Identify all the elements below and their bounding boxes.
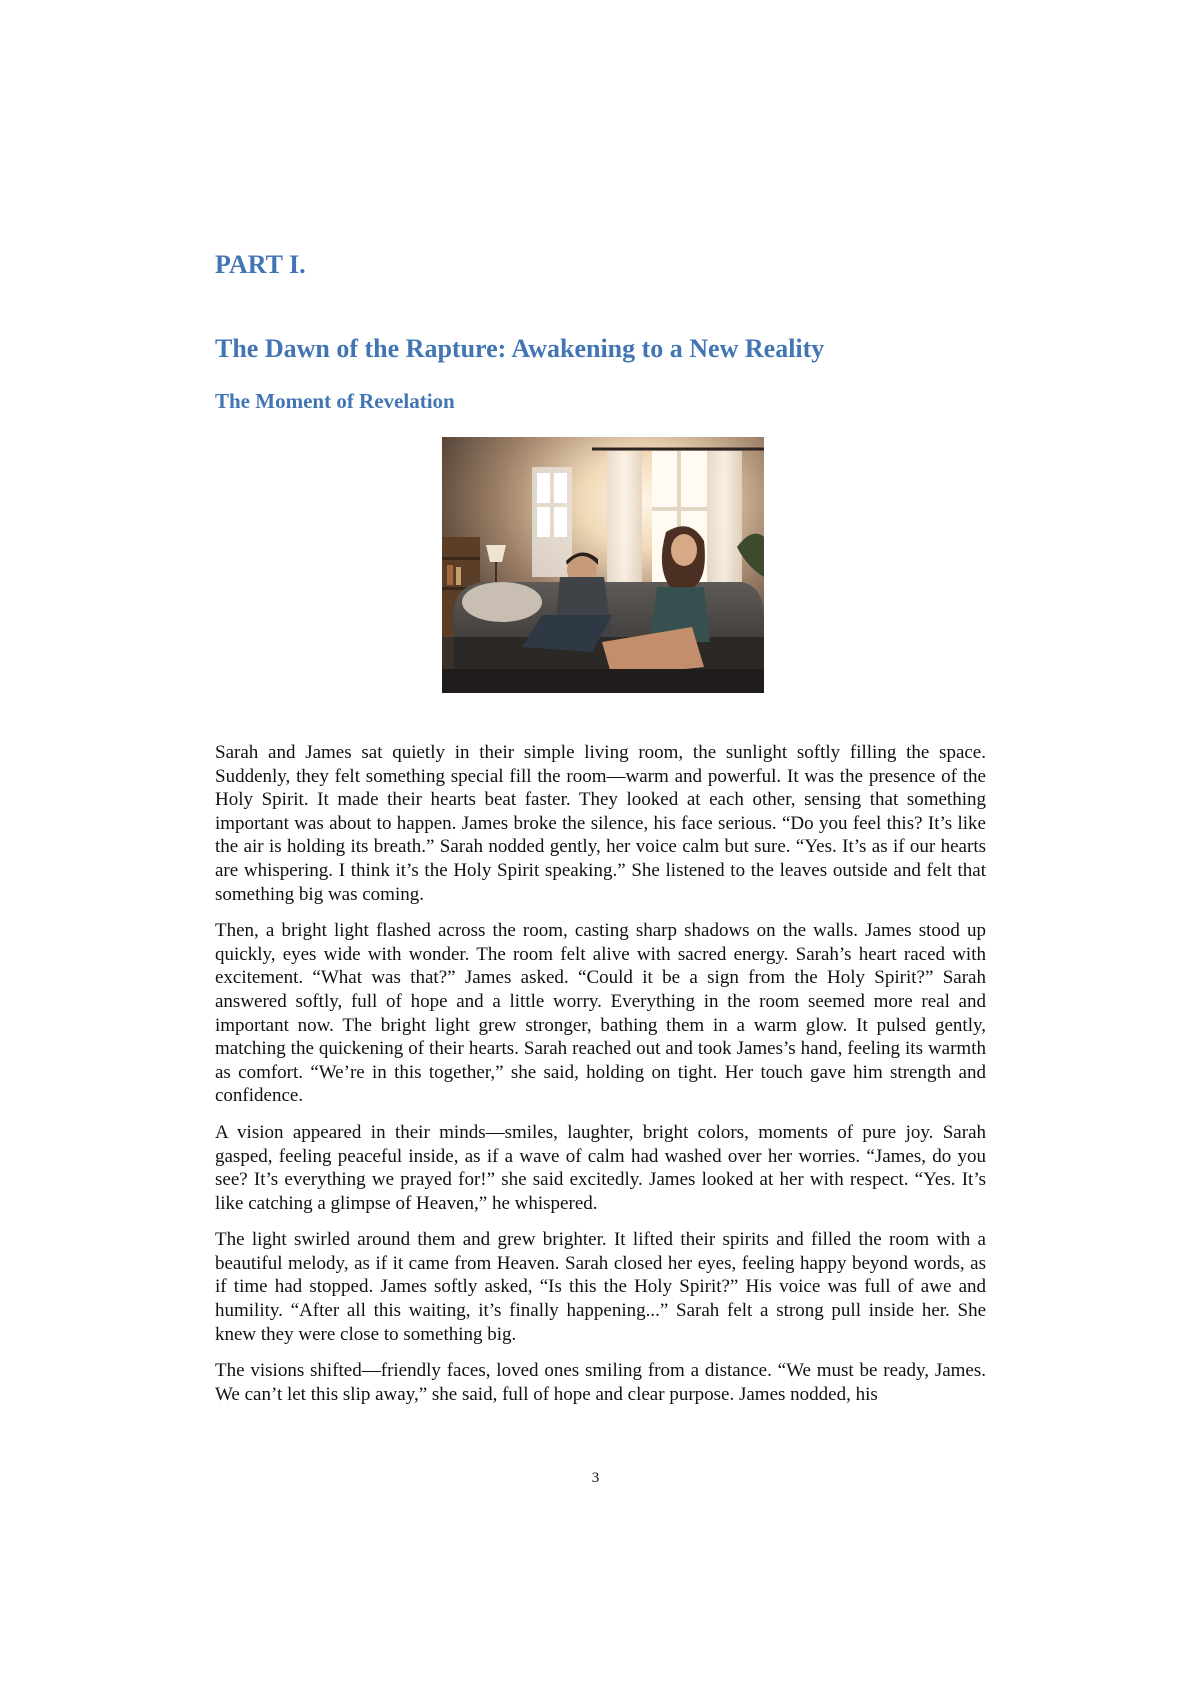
part-title: PART I. [215,250,306,279]
paragraph: Then, a bright light flashed across the room, casting sharp shadows on the walls. James stood up quickly, eyes wide with wonder. The room felt alive with sacred energy. Sarah’s heart raced with excitement. “What was that?” James asked. “Could it be a sign from the Holy Spirit?” Sarah answered softly, full of hope and a little worry. Everything in the room seemed more real and important now. The bright light grew stronger, bathing them in a warm glow. It pulsed gently, matching the quickening of their hearts. Sarah reached out and took James’s hand, feeling its warmth as comfort. “We’re in this together,” she said, holding on tight. Her touch gave him strength and confidence. [215,920,986,1107]
paragraph: Sarah and James sat quietly in their simple living room, the sunlight softly filling the space. Suddenly, they felt something special fill the room—warm and powerful. It was the presence of the Holy Spirit. It made their hearts beat faster. They looked at each other, sensing that something important was about to happen. James broke the silence, his face serious. “Do you feel this? It’s like the air is holding its breath.” Sarah nodded gently, her voice calm but sure. “Yes. It’s as if our hearts are whispering. I think it’s the Holy Spirit speaking.” She listened to the leaves outside and felt that something big was coming. [215,742,986,905]
paragraph: The light swirled around them and grew brighter. It lifted their spirits and filled the room with a beautiful melody, as if it came from Heaven. Sarah closed her eyes, feeling happy beyond words, as if time had stopped. James softly asked, “Is this the Holy Spirit?” His voice was full of awe and humility. “After all this waiting, it’s finally happening...” Sarah felt a strong pull inside her. She knew they were close to something big. [215,1229,986,1345]
body-text [215,741,986,1419]
page-number: 3 [591,1470,600,1486]
paragraph: A vision appeared in their minds—smiles, laughter, bright colors, moments of pure joy. Sarah gasped, feeling peaceful inside, as if a wave of calm had washed over her worries. “James, do you see? It’s everything we prayed for!” she said excitedly. James looked at her with respect. “Yes. It’s like catching a glimpse of Heaven,” he whispered. [215,1121,986,1214]
paragraph: The visions shifted—friendly faces, loved ones smiling from a distance. “We must be ready, James. We can’t let this slip away,” she said, full of hope and clear purpose. James nodded, his [215,1360,986,1405]
chapter-title: The Dawn of the Rapture: Awakening to a New Reality [215,334,825,363]
living-room-illustration [442,437,764,693]
section-title: The Moment of Revelation [215,389,455,413]
